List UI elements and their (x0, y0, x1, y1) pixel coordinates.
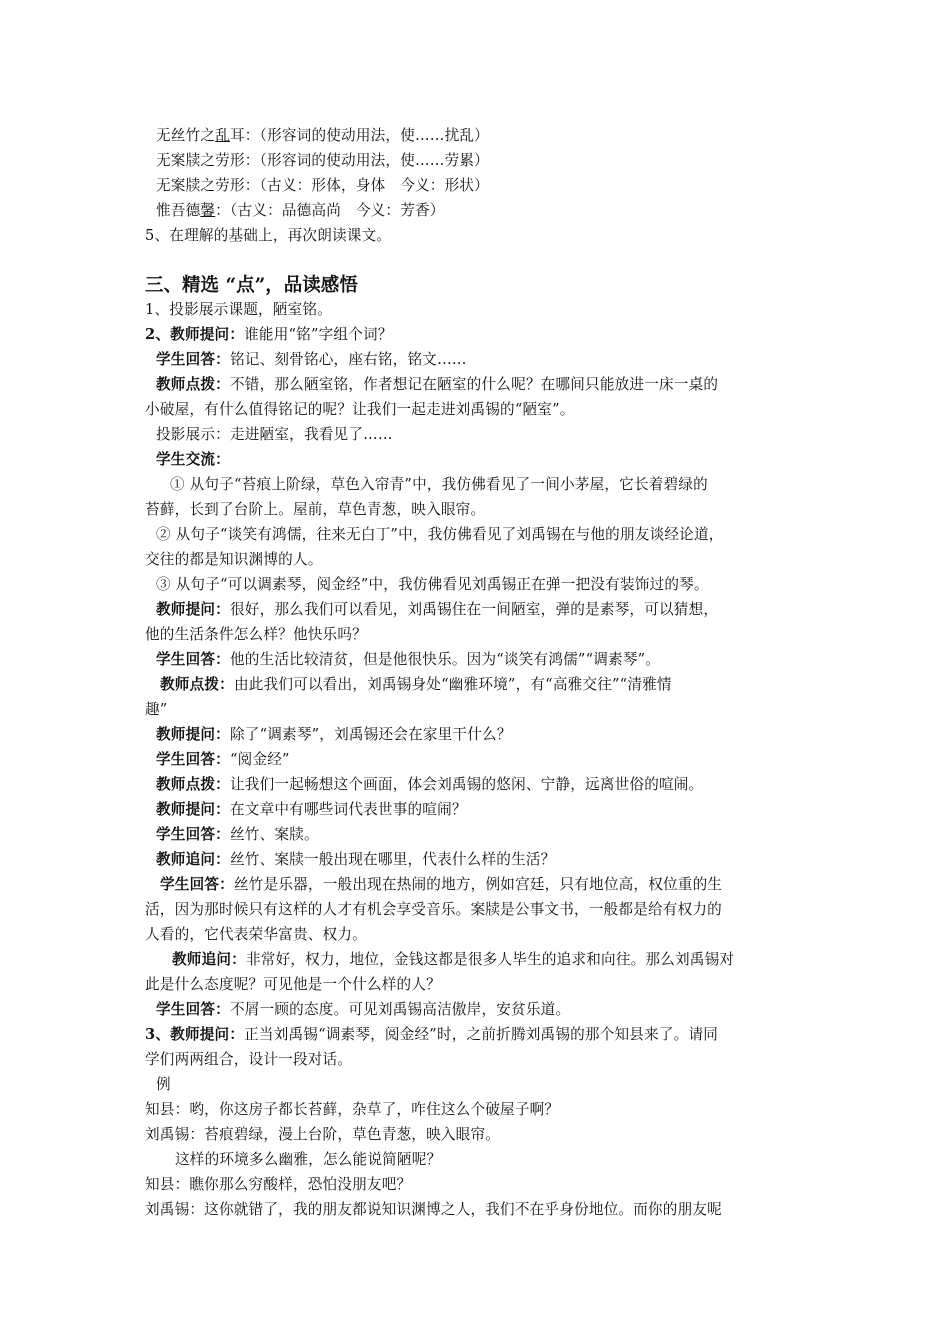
step-5 (145, 224, 815, 248)
line-text: 趣” (145, 701, 168, 718)
speaker-label: 教师追问： (156, 851, 230, 868)
line-text: 例 (156, 1076, 171, 1093)
body-line (172, 948, 842, 972)
vocab-text: ：（古义：品德高尚 今义：芳香） (215, 202, 445, 219)
speaker-label: 学生回答： (156, 751, 230, 768)
line-text: 不屑一顾的态度。可见刘禹锡高洁傲岸，安贫乐道。 (229, 1001, 571, 1018)
line-text: 小破屋，有什么值得铭记的呢？让我们一起走进刘禹锡的“陋室”。 (145, 401, 575, 418)
body-line (145, 923, 815, 947)
line-text: 交往的都是知识渊博的人。 (145, 551, 323, 568)
body-line (145, 498, 815, 522)
speaker-label: 教师提问： (156, 601, 230, 618)
vocab-line (156, 199, 826, 223)
line-text: 在文章中有哪些词代表世事的喧闹？ (229, 801, 467, 818)
vocab-line (156, 149, 826, 173)
line-text: 很好，那么我们可以看见，刘禹锡住在一间陋室，弹的是素琴，可以猜想， (229, 601, 719, 618)
body-line (145, 698, 815, 722)
vocab-text: 耳：（形容词的使动用法，使……扰乱） (229, 127, 489, 144)
body-line (145, 398, 815, 422)
line-text: 苔藓，长到了台阶上。屋前，草色青葱，映入眼帘。 (145, 501, 486, 518)
line-text: 丝竹、案牍。 (229, 826, 319, 843)
vocab-text: 无案牍之劳形：（形容词的使动用法，使……劳累） (156, 152, 489, 169)
body-line (156, 598, 826, 622)
line-text: 刘禹锡：这你就错了，我的朋友都说知识渊博之人，我们不在乎身份地位。而你的朋友呢 (145, 1201, 722, 1218)
speaker-label: 学生交流： (156, 451, 230, 468)
body-line (156, 523, 826, 547)
line-text: 他的生活比较清贫，但是他很快乐。因为“谈笑有鸿儒”“调素琴”。 (229, 651, 661, 668)
line-text: “阅金经” (229, 751, 290, 768)
body-line (145, 1198, 815, 1222)
body-line (156, 998, 826, 1022)
speaker-label: 2、教师提问： (145, 326, 245, 343)
body-line (156, 748, 826, 772)
body-line (156, 448, 826, 472)
body-line (145, 623, 815, 647)
line-text: 丝竹是乐器，一般出现在热闹的地方，例如宫廷，只有地位高，权位重的生 (233, 876, 723, 893)
speaker-label: 教师追问： (172, 951, 246, 968)
body-line (145, 1098, 815, 1122)
body-line (156, 823, 826, 847)
line-text: 知县：哟，你这房子都长苔藓，杂草了，咋住这么个破屋子啊？ (145, 1101, 560, 1118)
body-line (156, 423, 826, 447)
body-line (145, 323, 815, 347)
body-line (156, 773, 826, 797)
line-text: 知县：瞧你那么穷酸样，恐怕没朋友吧？ (145, 1176, 412, 1193)
speaker-label: 教师提问： (156, 726, 230, 743)
line-text: 这样的环境多么幽雅，怎么能说简陋呢？ (175, 1151, 442, 1168)
line-text: 活，因为那时候只有这样的人才有机会享受音乐。案牍是公事文书，一般都是给有权力的 (145, 901, 722, 918)
body-line (156, 348, 826, 372)
body-line (145, 548, 815, 572)
body-line (145, 298, 815, 322)
body-line (145, 1123, 815, 1147)
line-text: 除了“调素琴”，刘禹锡还会在家里干什么？ (229, 726, 512, 743)
body-line (145, 898, 815, 922)
speaker-label: 学生回答： (156, 651, 230, 668)
line-text: 不错，那么陋室铭，作者想记在陋室的什么呢？在哪间只能放进一床一桌的 (229, 376, 719, 393)
line-text: 由此我们可以看出，刘禹锡身处“幽雅环境”，有“高雅交往”“清雅情 (233, 676, 672, 693)
vocab-line (156, 124, 826, 148)
line-text: 刘禹锡：苔痕碧绿，漫上台阶，草色青葱，映入眼帘。 (145, 1126, 501, 1143)
speaker-label: 教师点拨： (160, 676, 234, 693)
line-text: 非常好，权力，地位，金钱这都是很多人毕生的追求和向往。那么刘禹锡对 (245, 951, 735, 968)
body-line (156, 373, 826, 397)
line-text: 丝竹、案牍一般出现在哪里，代表什么样的生活？ (229, 851, 556, 868)
speaker-label: 教师提问： (156, 801, 230, 818)
line-text: 学们两两组合，设计一段对话。 (145, 1051, 353, 1068)
body-line (175, 1148, 845, 1172)
line-text: 他的生活条件怎么样？他快乐吗？ (145, 626, 367, 643)
body-line (160, 673, 830, 697)
body-line (145, 1023, 815, 1047)
speaker-label: 教师点拨： (156, 776, 230, 793)
section-title: 三、精选 “点”，品读感悟 (145, 275, 358, 296)
speaker-label: 学生回答： (156, 351, 230, 368)
line-text: ③ 从句子“可以调素琴，阅金经”中，我仿佛看见刘禹锡正在弹一把没有装饰过的琴。 (156, 576, 709, 593)
body-line (156, 648, 826, 672)
vocab-text: 无案牍之劳形：（古义：形体，身体 今义：形状） (156, 177, 489, 194)
body-line (156, 1073, 826, 1097)
line-text: 人看的，它代表荣华富贵、权力。 (145, 926, 367, 943)
step-5-text: 5、在理解的基础上，再次朗读课文。 (145, 227, 392, 244)
body-line (160, 873, 830, 897)
line-text: 投影展示：走进陋室，我看见了…… (156, 426, 393, 443)
speaker-label: 学生回答： (156, 1001, 230, 1018)
speaker-label: 学生回答： (160, 876, 234, 893)
body-line (145, 1173, 815, 1197)
body-line (145, 1048, 815, 1072)
line-text: 1、投影展示课题，陋室铭。 (145, 301, 333, 318)
vocab-underlined: 乱 (215, 127, 230, 144)
speaker-label: 学生回答： (156, 826, 230, 843)
line-text: ② 从句子“谈笑有鸿儒，往来无白丁”中，我仿佛看见了刘禹锡在与他的朋友谈经论道， (156, 526, 724, 543)
body-line (156, 573, 826, 597)
body-line (156, 723, 826, 747)
speaker-label: 3、教师提问： (145, 1026, 245, 1043)
line-text: ① 从句子“苔痕上阶绿，草色入帘青”中，我仿佛看见了一间小茅屋，它长着碧绿的 (170, 476, 708, 493)
body-line (145, 973, 815, 997)
vocab-line (156, 174, 826, 198)
speaker-label: 教师点拨： (156, 376, 230, 393)
line-text: 此是什么态度呢？可见他是一个什么样的人？ (145, 976, 441, 993)
body-line (156, 798, 826, 822)
vocab-underlined: 馨 (200, 202, 216, 219)
line-text: 谁能用“铭”字组个词？ (244, 326, 393, 343)
body-line (170, 473, 840, 497)
vocab-text: 惟吾德 (156, 202, 201, 219)
line-text: 让我们一起畅想这个画面，体会刘禹锡的悠闲、宁静，远离世俗的喧闹。 (229, 776, 704, 793)
line-text: 铭记、刻骨铭心，座右铭，铭文…… (229, 351, 467, 368)
line-text: 正当刘禹锡“调素琴，阅金经”时，之前折腾刘禹锡的那个知县来了。请同 (244, 1026, 719, 1043)
vocab-text: 无丝竹之 (156, 127, 216, 144)
body-line (156, 848, 826, 872)
